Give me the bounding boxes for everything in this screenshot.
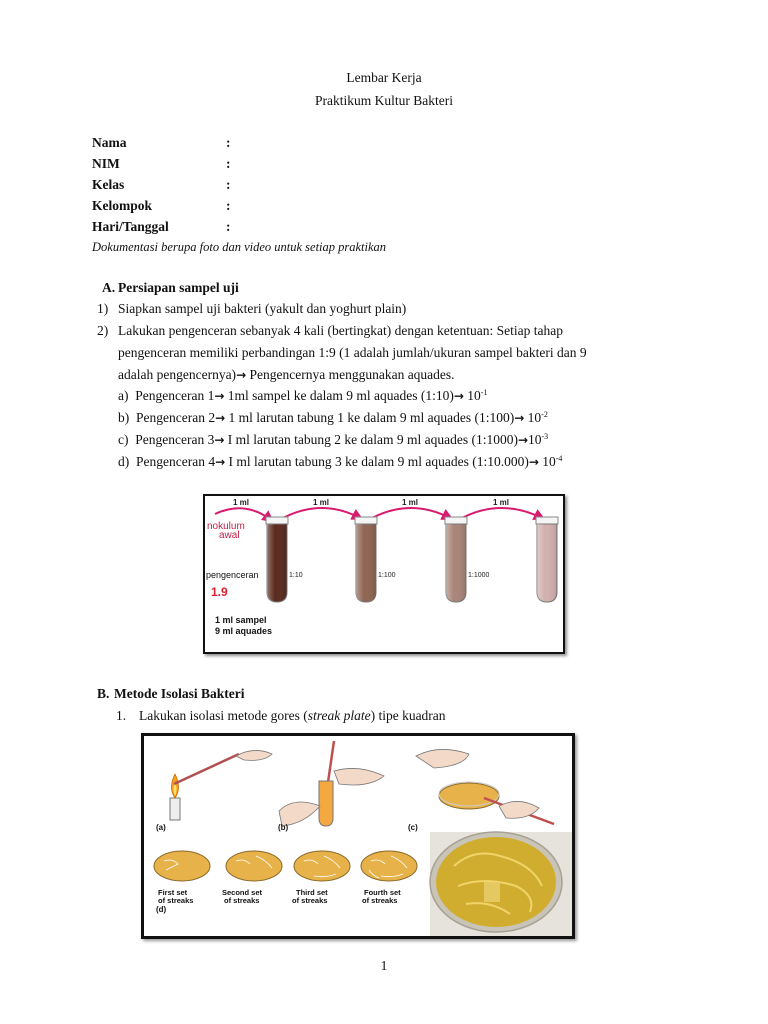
plate-caption: of streaks xyxy=(292,896,328,905)
serial-dilution-figure xyxy=(203,494,565,654)
plate-caption: of streaks xyxy=(362,896,398,905)
section-a-heading: Persiapan sampel uji xyxy=(118,280,239,295)
plate-caption: First set xyxy=(158,888,188,897)
dilution-factor-base: 10 xyxy=(524,410,542,425)
panel-label: (a) xyxy=(156,823,166,832)
serial-dilution-diagram xyxy=(205,496,563,652)
transfer-label: 1 ml xyxy=(401,498,419,507)
step-2-line-3 xyxy=(118,367,455,383)
streak-plate xyxy=(361,851,417,881)
documentation-note: Dokumentasi berupa foto dan video untuk setiap praktikan xyxy=(92,240,387,254)
streak-step-text xyxy=(139,708,446,724)
dilution-item xyxy=(118,388,487,404)
test-tube xyxy=(266,517,288,602)
transfer-arrow xyxy=(462,508,542,518)
step-2-line-1: Lakukan pengenceran sebanyak 4 kali (bertingkat) dengan ketentuan: Setiap tahap xyxy=(118,323,563,338)
plate-caption: of streaks xyxy=(158,896,194,905)
step-1-text: Siapkan sampel uji bakteri (yakult dan yoghurt plain) xyxy=(118,301,407,316)
page-number: 1 xyxy=(380,958,388,973)
agar-plate-photo xyxy=(430,832,572,936)
sample-note: 9 ml aquades xyxy=(215,626,273,636)
dilution-item xyxy=(118,454,562,470)
dilution-name: Pengenceran 2 xyxy=(136,410,216,425)
streak-step-text-b: ) tipe kuadran xyxy=(370,708,446,723)
test-tube xyxy=(355,517,377,602)
plate-caption: of streaks xyxy=(224,896,260,905)
plate-caption: Fourth set xyxy=(364,888,401,897)
field-colon: : xyxy=(226,135,231,150)
document-subtitle: Praktikum Kultur Bakteri xyxy=(315,93,453,108)
dilution-factor-base: 10 xyxy=(463,388,481,403)
field-label-kelas: Kelas xyxy=(92,177,125,192)
tube-sampling-illustration xyxy=(279,741,384,826)
streak-plate xyxy=(154,851,210,881)
list-marker: a) xyxy=(118,388,129,403)
dilution-factor-exponent: -4 xyxy=(555,454,563,463)
section-b-heading: Metode Isolasi Bakteri xyxy=(114,686,245,701)
section-b-marker: B. xyxy=(97,686,110,701)
plate-caption: Third set xyxy=(296,888,328,897)
field-label-nim: NIM xyxy=(92,156,120,171)
right-arrow-icon: → xyxy=(517,433,529,447)
right-arrow-icon: → xyxy=(214,389,225,403)
tube-ratio-label: 1:100 xyxy=(378,572,396,579)
list-marker: d) xyxy=(118,454,130,469)
inoculum-label: nokulum xyxy=(207,521,245,532)
step-number: 1. xyxy=(116,708,127,723)
field-label-nama: Nama xyxy=(92,135,127,150)
field-colon: : xyxy=(226,156,231,171)
right-arrow-icon: → xyxy=(236,368,247,382)
dilution-factor-exponent: -2 xyxy=(541,410,548,419)
step-number: 1) xyxy=(97,301,109,316)
field-label-kelompok: Kelompok xyxy=(92,198,153,213)
field-colon: : xyxy=(226,219,231,234)
dilution-name: Pengenceran 1 xyxy=(135,388,215,403)
field-label-hari-tanggal: Hari/Tanggal xyxy=(92,219,169,234)
pengenceran-label: pengenceran xyxy=(206,570,259,580)
dilution-name: Pengenceran 3 xyxy=(135,432,215,447)
inoculum-label: awal xyxy=(219,530,240,541)
streak-plate xyxy=(294,851,350,881)
panel-label: (b) xyxy=(278,823,289,832)
dilution-name: Pengenceran 4 xyxy=(136,454,216,469)
step-2-line-3-text: adalah pengencernya) xyxy=(118,367,237,382)
dilution-description: 1ml sampel ke dalam 9 ml aquades (1:10) xyxy=(224,388,454,403)
field-colon: : xyxy=(226,198,231,213)
field-colon: : xyxy=(226,177,231,192)
dilution-factor-base: 10 xyxy=(538,454,556,469)
step-number: 2) xyxy=(97,323,109,338)
transfer-arrow xyxy=(283,508,360,518)
transfer-label: 1 ml xyxy=(312,498,330,507)
bunsen-burner-illustration xyxy=(170,750,272,820)
document-title: Lembar Kerja xyxy=(346,70,422,85)
right-arrow-icon: → xyxy=(215,455,226,469)
right-arrow-icon: → xyxy=(514,411,525,425)
dilution-description: I ml larutan tabung 2 ke dalam 9 ml aquades (1:1000) xyxy=(224,432,518,447)
list-marker: c) xyxy=(118,432,129,447)
transfer-arrow xyxy=(215,508,271,520)
dilution-item xyxy=(118,432,548,448)
dilution-description: I ml larutan tabung 3 ke dalam 9 ml aquades (1:10.000) xyxy=(225,454,529,469)
test-tube xyxy=(536,517,558,602)
plate-caption: Second set xyxy=(222,888,263,897)
right-arrow-icon: → xyxy=(528,455,539,469)
dilution-item xyxy=(118,410,548,426)
plate-streaking-illustration xyxy=(416,749,554,824)
ratio-label: 1.9 xyxy=(211,585,228,599)
dilution-factor-base: 10 xyxy=(528,432,542,447)
tube-ratio-label: 1:10 xyxy=(289,572,303,579)
list-marker: b) xyxy=(118,410,130,425)
sample-note: 1 ml sampel xyxy=(215,615,267,625)
test-tube xyxy=(445,517,467,602)
section-a-marker: A. xyxy=(102,280,116,295)
streak-plate xyxy=(226,851,282,881)
transfer-label: 1 ml xyxy=(232,498,250,507)
dilution-factor-exponent: -3 xyxy=(541,432,549,441)
streak-plate-term: streak plate xyxy=(307,708,371,723)
dilution-description: 1 ml larutan tabung 1 ke dalam 9 ml aquades (1:100) xyxy=(225,410,515,425)
right-arrow-icon: → xyxy=(214,433,225,447)
dilution-factor-exponent: -1 xyxy=(480,388,488,397)
streak-step-text-a: Lakukan isolasi metode gores ( xyxy=(139,708,308,723)
step-2-line-3-text: Pengencernya menggunakan aquades. xyxy=(246,367,455,382)
streak-plate-figure xyxy=(141,733,575,939)
right-arrow-icon: → xyxy=(215,411,226,425)
step-2-line-2: pengenceran memiliki perbandingan 1:9 (1 adalah jumlah/ukuran sampel bakteri dan 9 xyxy=(118,345,587,360)
transfer-arrow xyxy=(372,508,450,518)
panel-label: (c) xyxy=(408,823,418,832)
right-arrow-icon: → xyxy=(453,389,464,403)
transfer-label: 1 ml xyxy=(492,498,510,507)
tube-ratio-label: 1:1000 xyxy=(468,572,490,579)
streak-plate-diagram xyxy=(144,736,572,936)
panel-label: (d) xyxy=(156,905,167,914)
